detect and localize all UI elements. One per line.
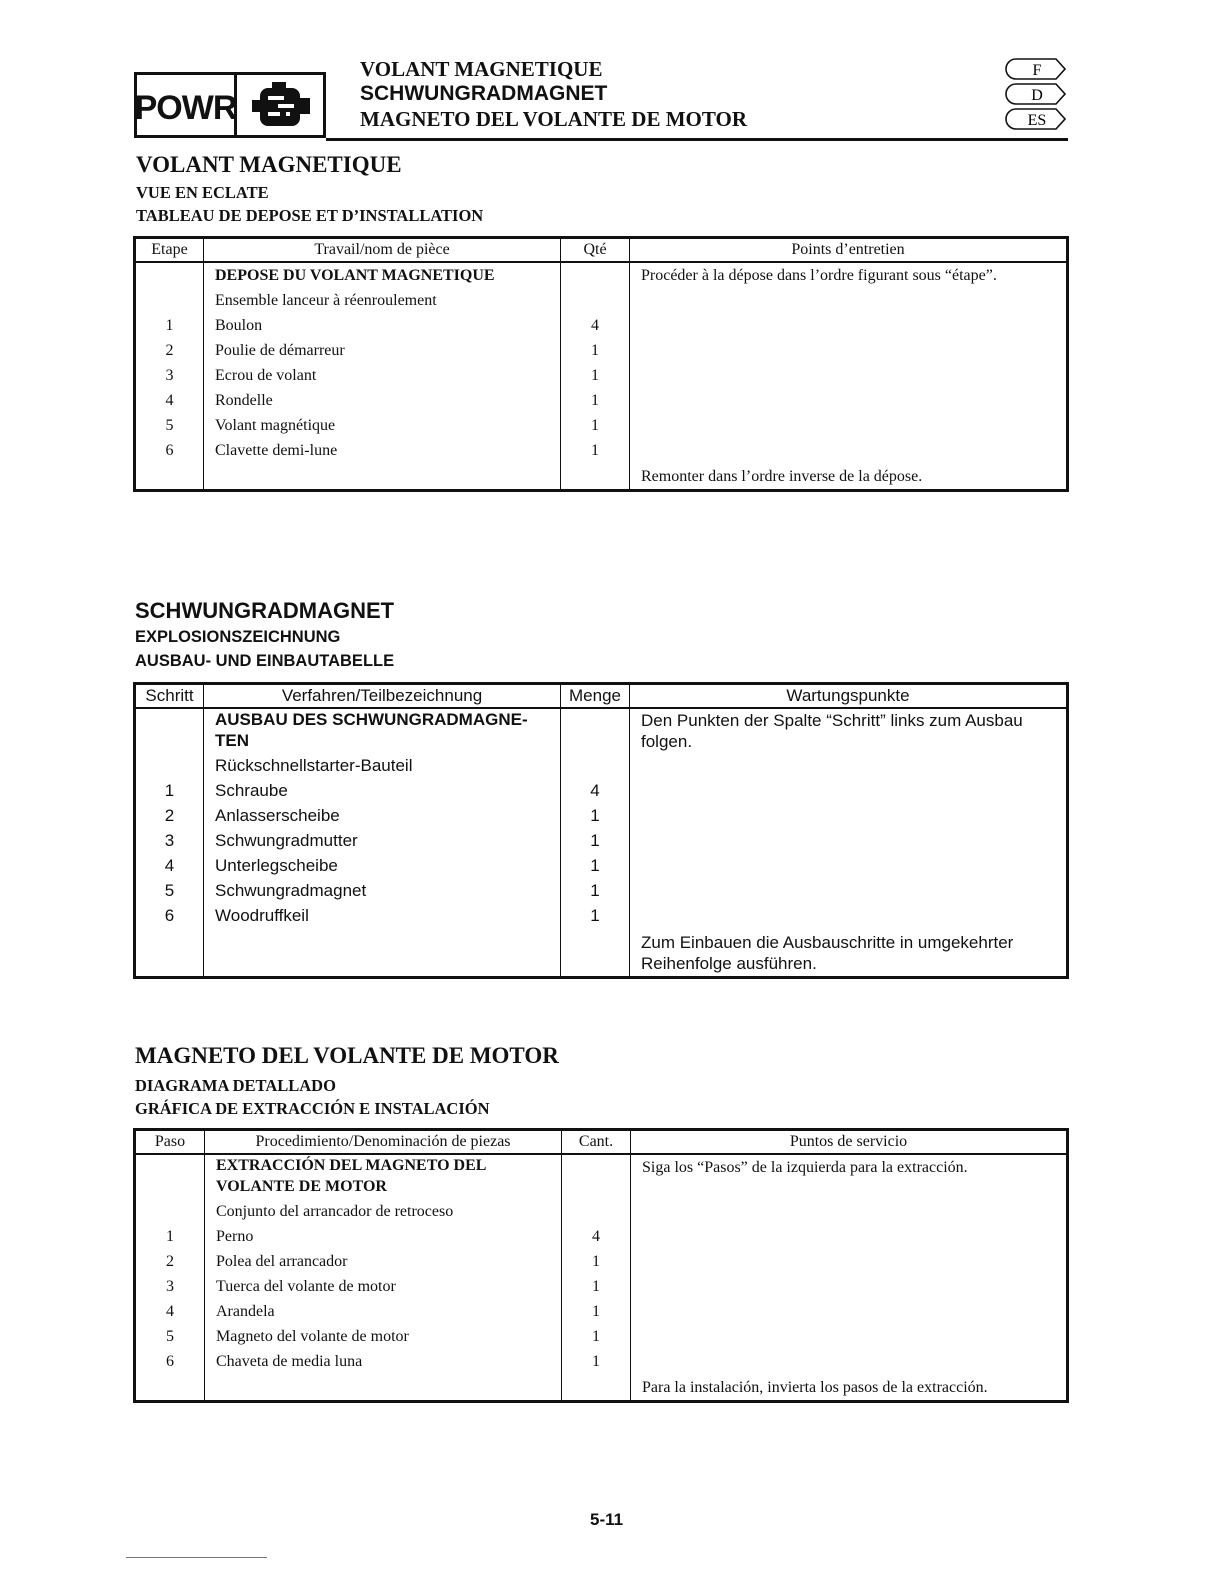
col-header-points: Puntos de servicio [631, 1130, 1068, 1155]
step-column [135, 262, 204, 491]
part-name: Schwungradmagnet [215, 881, 367, 900]
qty-column [561, 708, 630, 978]
part-name: Ecrou de volant [215, 367, 317, 384]
subtitle-de-2: AUSBAU- UND EINBAUTABELLE [135, 652, 395, 670]
note-bottom: Zum Einbauen die Ausbauschritte in umgekehrter Reihenfolge ausführen. [641, 933, 1014, 973]
header-title-de: SCHWUNGRADMAGNET [360, 82, 608, 105]
procedure-heading: EXTRACCIÓN DEL MAGNETO DEL VOLANTE DE MOTOR [216, 1157, 486, 1195]
table-es [133, 1128, 1069, 1403]
step-cell: 5 [166, 1328, 174, 1345]
page-number: 5-11 [590, 1510, 624, 1529]
table-de [133, 682, 1069, 979]
step-cell: 4 [165, 392, 174, 409]
step-cell: 1 [166, 1228, 174, 1245]
part-name: Rondelle [215, 392, 273, 409]
subtitle-es-2: GRÁFICA DE EXTRACCIÓN E INSTALACIÓN [135, 1099, 490, 1118]
qty-cell: 1 [592, 1303, 600, 1320]
header-title-es: MAGNETO DEL VOLANTE DE MOTOR [360, 107, 747, 131]
points-column [631, 1154, 1068, 1402]
qty-cell: 1 [591, 442, 599, 459]
footer-line [126, 1557, 267, 1558]
step-cell: 1 [164, 781, 175, 800]
lang-f-label: F [1032, 62, 1042, 79]
part-name: Magneto del volante de motor [216, 1328, 409, 1345]
step-cell: 3 [164, 831, 175, 850]
col-header-points: Points d’entretien [630, 238, 1068, 263]
qty-cell: 1 [592, 1328, 600, 1345]
name-column [204, 262, 561, 491]
qty-cell: 1 [590, 856, 600, 875]
procedure-heading: DEPOSE DU VOLANT MAGNETIQUE [215, 267, 495, 284]
lang-badge-es [1004, 108, 1066, 130]
part-name: Schraube [215, 781, 288, 800]
qty-cell: 4 [591, 317, 599, 334]
qty-cell: 1 [591, 417, 599, 434]
name-column [204, 708, 561, 978]
col-header-step: Etape [135, 238, 204, 263]
header-title-fr: VOLANT MAGNETIQUE [360, 57, 603, 81]
step-cell: 3 [166, 1278, 174, 1295]
points-column [630, 262, 1068, 491]
powr-logo [134, 72, 326, 138]
col-header-qty: Cant. [562, 1130, 631, 1155]
qty-cell: 4 [592, 1228, 600, 1245]
step-column [135, 1154, 205, 1402]
part-name: Arandela [216, 1303, 275, 1320]
step-cell: 2 [165, 342, 174, 359]
part-name: Volant magnétique [215, 417, 336, 434]
section-title-fr: VOLANT MAGNETIQUE [136, 152, 402, 177]
qty-cell: 1 [592, 1353, 600, 1370]
step-cell: 2 [164, 806, 175, 825]
qty-cell: 1 [591, 342, 599, 359]
subtitle-fr-2: TABLEAU DE DEPOSE ET D’INSTALLATION [136, 206, 484, 225]
header-titles [360, 56, 747, 131]
part-name: Unterlegscheibe [215, 856, 338, 875]
col-header-name: Verfahren/Teilbezeichnung [204, 684, 561, 709]
part-name: Chaveta de media luna [216, 1353, 363, 1370]
step-cell: 3 [165, 367, 174, 384]
col-header-qty: Qté [561, 238, 630, 263]
note-top: Procéder à la dépose dans l’ordre figurant sous “étape”. [641, 267, 997, 284]
part-name: Schwungradmutter [215, 831, 358, 850]
part-name: Polea del arrancador [216, 1253, 348, 1270]
qty-cell: 1 [591, 392, 599, 409]
assembly-item: Rückschnellstarter-Bauteil [215, 756, 413, 775]
logo-text: POWR [137, 75, 237, 135]
lang-es-label: ES [1027, 112, 1047, 129]
table-fr [133, 236, 1069, 492]
lang-badge-d [1004, 83, 1066, 105]
step-cell: 5 [165, 417, 174, 434]
col-header-step: Paso [135, 1130, 205, 1155]
step-cell: 1 [165, 317, 174, 334]
name-column [205, 1154, 562, 1402]
qty-column [562, 1154, 631, 1402]
lang-d-label: D [1031, 87, 1043, 104]
step-cell: 5 [164, 881, 175, 900]
part-name: Boulon [215, 317, 263, 334]
subtitle-de-1: EXPLOSIONSZEICHNUNG [135, 628, 341, 646]
procedure-heading: AUSBAU DES SCHWUNGRADMAGNE-TEN [215, 710, 528, 750]
assembly-item: Ensemble lanceur à réenroulement [215, 292, 437, 309]
col-header-points: Wartungspunkte [630, 684, 1068, 709]
subtitle-fr-1: VUE EN ECLATE [136, 183, 269, 202]
qty-cell: 1 [592, 1253, 600, 1270]
step-cell: 6 [166, 1353, 174, 1370]
part-name: Tuerca del volante de motor [216, 1278, 396, 1295]
qty-cell: 1 [590, 806, 600, 825]
qty-cell: 1 [590, 881, 600, 900]
note-bottom: Para la instalación, invierta los pasos de la extracción. [642, 1379, 988, 1396]
qty-cell: 1 [592, 1278, 600, 1295]
step-column [135, 708, 204, 978]
engine-icon [237, 75, 323, 135]
qty-cell: 1 [591, 367, 599, 384]
note-top: Den Punkten der Spalte “Schritt” links zum Ausbau folgen. [641, 711, 1023, 751]
qty-column [561, 262, 630, 491]
section-title-es: MAGNETO DEL VOLANTE DE MOTOR [135, 1043, 559, 1068]
section-title-de: SCHWUNGRADMAGNET [135, 598, 395, 623]
step-cell: 4 [164, 856, 175, 875]
qty-cell: 1 [590, 831, 600, 850]
note-bottom: Remonter dans l’ordre inverse de la dépose. [641, 468, 923, 485]
step-cell: 6 [165, 442, 174, 459]
header-rule [326, 138, 1068, 141]
col-header-step: Schritt [135, 684, 204, 709]
part-name: Woodruffkeil [215, 906, 309, 925]
qty-cell: 4 [590, 781, 600, 800]
col-header-name: Travail/nom de pièce [204, 238, 561, 263]
points-column [630, 708, 1068, 978]
lang-badge-f [1004, 58, 1066, 80]
part-name: Clavette demi-lune [215, 442, 338, 459]
part-name: Poulie de démarreur [215, 342, 345, 359]
col-header-qty: Menge [561, 684, 630, 709]
step-cell: 2 [166, 1253, 174, 1270]
step-cell: 6 [164, 906, 175, 925]
part-name: Anlasserscheibe [215, 806, 340, 825]
qty-cell: 1 [590, 906, 600, 925]
language-badges [1004, 58, 1066, 133]
assembly-item: Conjunto del arrancador de retroceso [216, 1203, 454, 1220]
part-name: Perno [216, 1228, 254, 1245]
step-cell: 4 [166, 1303, 174, 1320]
col-header-name: Procedimiento/Denominación de piezas [205, 1130, 562, 1155]
subtitle-es-1: DIAGRAMA DETALLADO [135, 1076, 336, 1095]
note-top: Siga los “Pasos” de la izquierda para la extracción. [642, 1159, 968, 1176]
